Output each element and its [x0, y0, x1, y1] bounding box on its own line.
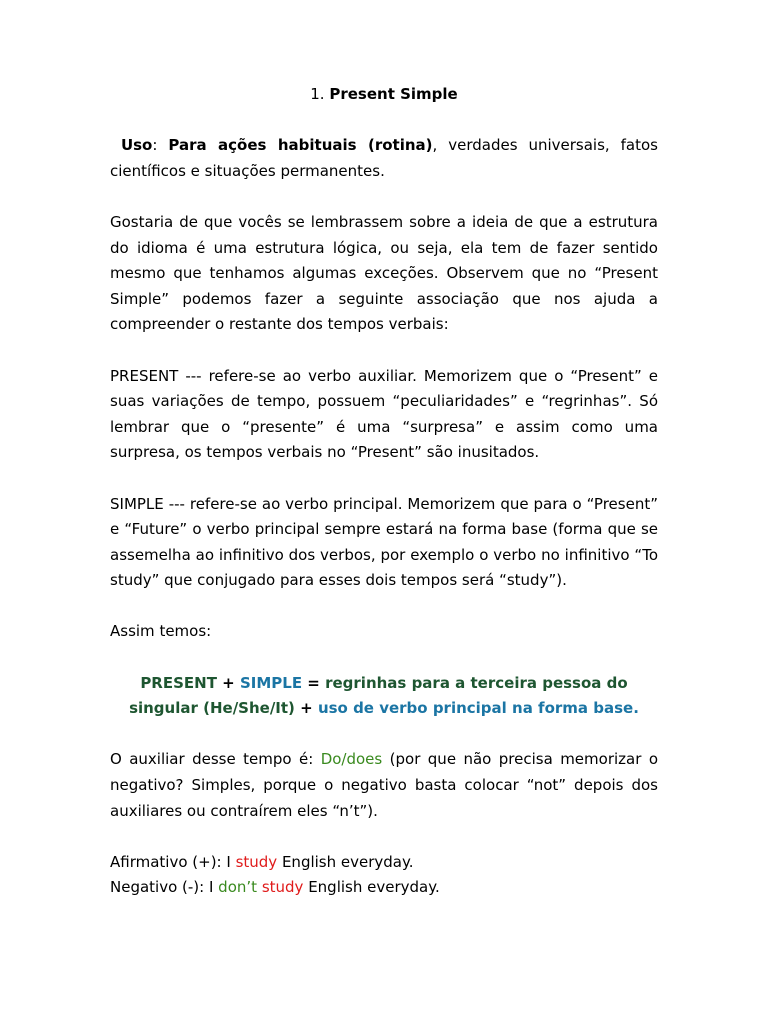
formula-rule: regrinhas para a terceira pessoa do singular (He/She/It): [129, 673, 628, 718]
paragraph-structure: Gostaria de que vocês se lembrassem sobre a ideia de que a estrutura do idioma é uma estrutura lógica, ou seja, ela tem de fazer sentido mesmo que tenhamos algumas exceções. Observem que no “Present Simple” podemos fazer a seguinte associação que nos ajuda a compreender o restante dos tempos verbais:: [110, 212, 658, 334]
uso-paragraph: [110, 133, 658, 184]
negativo-verb: study: [261, 878, 304, 897]
uso-label: Uso: [120, 136, 153, 155]
negativo-label: Negativo (-): I: [110, 878, 219, 897]
formula-present: PRESENT: [140, 673, 217, 692]
paragraph-present: PRESENT --- refere-se ao verbo auxiliar. Memorizem que o “Present” e suas variações de tempo, possuem “peculiaridades” e “regrinhas”. Só lembrar que o “presente” é uma “surpresa” e assim como uma surpresa, os tempos verbais no “Present” são inusitados.: [110, 366, 658, 462]
uso-separator: :: [152, 136, 158, 155]
afirmativo-verb: study: [235, 852, 278, 871]
formula-simple: SIMPLE: [239, 673, 303, 692]
uso-bold-text: Para ações habituais (rotina): [168, 136, 433, 155]
heading-title: Present Simple: [329, 85, 458, 103]
document-body: [110, 80, 658, 901]
negativo-line: [110, 875, 658, 901]
negativo-rest: English everyday.: [303, 878, 440, 897]
formula-base: uso de verbo principal na forma base.: [317, 699, 639, 718]
auxiliar-after: (por que não precisa memorizar o negativo? Simples, porque o negativo basta colocar “not” depois dos auxiliares ou contraírem eles “n’t”).: [110, 750, 658, 820]
formula-line: [110, 671, 658, 722]
auxiliar-paragraph: [110, 747, 658, 824]
formula-plus-2: +: [294, 699, 318, 718]
heading-number: 1.: [310, 85, 325, 103]
paragraph-assim: Assim temos:: [110, 622, 212, 641]
formula-equals: =: [302, 673, 326, 692]
paragraph-simple: SIMPLE --- refere-se ao verbo principal. Memorizem que para o “Present” e “Future” o verbo principal sempre estará na forma base (forma que se assemelha ao infinitivo dos verbos, por exemplo o verbo no infinitivo “To study” que conjugado para esses dois tempos será “study”).: [110, 494, 658, 590]
negativo-aux: don’t: [218, 878, 258, 897]
afirmativo-label: Afirmativo (+): I: [110, 852, 236, 871]
afirmativo-line: [110, 850, 658, 876]
uso-rest: , verdades universais, fatos científicos e situações permanentes.: [110, 136, 658, 180]
section-heading: [110, 82, 658, 108]
formula-plus-1: +: [216, 673, 240, 692]
auxiliar-before: O auxiliar desse tempo é:: [110, 750, 321, 769]
afirmativo-rest: English everyday.: [277, 852, 414, 871]
auxiliar-do-does: Do/does: [320, 750, 383, 769]
